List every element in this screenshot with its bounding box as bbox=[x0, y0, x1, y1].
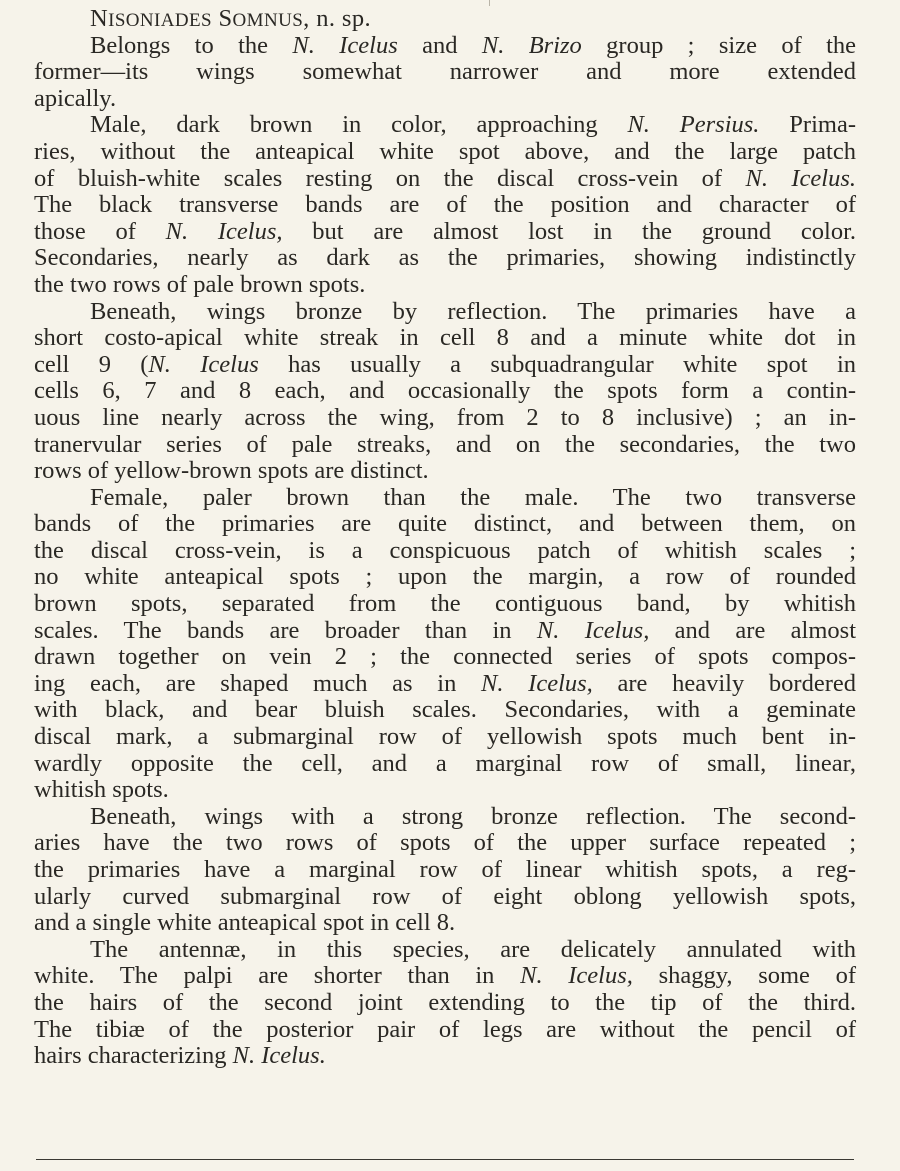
text-segment: Belongs to the bbox=[90, 31, 293, 59]
heading-initial-2: S bbox=[218, 5, 233, 32]
heading-suffix: , n. sp. bbox=[303, 5, 372, 32]
italic-species-name: N. Persius. bbox=[627, 111, 760, 139]
paragraph bbox=[34, 33, 856, 113]
text-segment: apically. bbox=[34, 84, 117, 112]
text-segment: aries have the two rows of spots of the upper surface repeated ; bbox=[34, 829, 856, 857]
heading-rest-2: OMNUS bbox=[232, 10, 304, 31]
paragraph bbox=[34, 485, 856, 804]
text-segment: and a single white anteapical spot in cell 8. bbox=[34, 909, 456, 937]
text-line bbox=[34, 432, 856, 459]
paragraph bbox=[34, 299, 856, 485]
text-line bbox=[34, 139, 856, 166]
text-line bbox=[34, 192, 856, 219]
text-segment: whitish spots. bbox=[34, 776, 169, 804]
text-line bbox=[34, 697, 856, 724]
text-line bbox=[34, 299, 856, 326]
text-line bbox=[34, 1017, 856, 1044]
text-line bbox=[34, 751, 856, 778]
text-line bbox=[34, 33, 856, 60]
text-segment: Male, dark brown in color, approaching bbox=[90, 111, 628, 139]
text-line bbox=[34, 777, 856, 804]
text-line bbox=[34, 485, 856, 512]
text-segment: bands of the primaries are quite distinct, and between them, on bbox=[34, 510, 856, 538]
paragraph bbox=[34, 804, 856, 937]
text-line bbox=[34, 245, 856, 272]
italic-species-name: N. Icelus, bbox=[165, 217, 283, 245]
text-segment: with black, and bear bluish scales. Secondaries, with a geminate bbox=[34, 696, 856, 724]
text-segment: Prima- bbox=[759, 111, 856, 139]
text-segment: no white anteapical spots ; upon the margin, a row of rounded bbox=[34, 563, 856, 591]
text-line bbox=[34, 219, 856, 246]
text-line bbox=[34, 724, 856, 751]
text-line bbox=[34, 86, 856, 113]
italic-species-name: N. Icelus. bbox=[745, 164, 856, 192]
text-line bbox=[34, 272, 856, 299]
text-line bbox=[34, 511, 856, 538]
heading-initial-1: N bbox=[90, 5, 109, 32]
text-segment: the hairs of the second joint extending to the tip of the third. bbox=[34, 988, 856, 1016]
text-line bbox=[34, 644, 856, 671]
text-segment: the primaries have a marginal row of linear whitish spots, a reg- bbox=[34, 856, 856, 883]
paragraph bbox=[34, 112, 856, 298]
footer-rule bbox=[36, 1159, 854, 1160]
text-line bbox=[34, 963, 856, 990]
text-line bbox=[34, 857, 856, 884]
text-segment: and are almost bbox=[649, 616, 857, 644]
italic-species-name: N. Icelus, bbox=[481, 669, 593, 697]
text-segment: but are almost lost in the ground color. bbox=[282, 217, 857, 245]
text-segment: drawn together on vein 2 ; the connected series of spots compos- bbox=[34, 643, 856, 671]
text-line bbox=[34, 112, 856, 139]
text-segment: shaggy, some of bbox=[632, 962, 857, 990]
text-line bbox=[34, 378, 856, 405]
text-line bbox=[34, 618, 856, 645]
text-line bbox=[34, 59, 856, 86]
text-segment: The tibiæ of the posterior pair of legs are without the pencil of bbox=[34, 1015, 856, 1043]
text-segment: ries, without the anteapical white spot above, and the large patch bbox=[34, 137, 856, 165]
text-segment: Beneath, wings bronze by reflection. The primaries have a bbox=[90, 297, 856, 325]
text-segment: and bbox=[397, 31, 482, 59]
text-line bbox=[34, 671, 856, 698]
text-line bbox=[34, 564, 856, 591]
italic-species-name: N. Brizo bbox=[481, 31, 582, 59]
text-line bbox=[34, 405, 856, 432]
text-line bbox=[34, 830, 856, 857]
text-line bbox=[34, 1043, 856, 1070]
text-line bbox=[34, 937, 856, 964]
italic-species-name: N. Icelus, bbox=[536, 616, 650, 644]
text-segment: The antennæ, in this species, are delicately annulated with bbox=[90, 935, 856, 963]
text-segment: tranervular series of pale streaks, and on the secondaries, the two bbox=[34, 430, 856, 458]
text-line bbox=[34, 884, 856, 911]
italic-species-name: N. Icelus. bbox=[232, 1042, 326, 1070]
italic-species-name: N. Icelus, bbox=[520, 962, 633, 990]
text-line bbox=[34, 910, 856, 937]
heading-rest-1: ISONIADES bbox=[108, 10, 212, 31]
text-segment: short costo-apical white streak in cell 8 and a minute white dot in bbox=[34, 324, 856, 352]
text-segment: of bluish-white scales resting on the discal cross-vein of bbox=[34, 164, 746, 192]
text-segment: ing each, are shaped much as in bbox=[34, 669, 482, 697]
text-line bbox=[34, 325, 856, 352]
body-text bbox=[34, 33, 856, 1070]
text-segment: those of bbox=[34, 217, 166, 245]
text-segment: cell 9 ( bbox=[34, 350, 149, 378]
text-segment: discal mark, a submarginal row of yellowish spots much bent in- bbox=[34, 723, 856, 751]
text-segment: uous line nearly across the wing, from 2 to 8 inclusive) ; an in- bbox=[34, 403, 856, 431]
text-segment: the two rows of pale brown spots. bbox=[34, 270, 366, 298]
text-line bbox=[34, 804, 856, 831]
text-line bbox=[34, 458, 856, 485]
text-line bbox=[34, 538, 856, 565]
text-segment: rows of yellow-brown spots are distinct. bbox=[34, 457, 429, 485]
italic-species-name: N. Icelus bbox=[292, 31, 398, 59]
text-segment: The black transverse bands are of the position and character of bbox=[34, 191, 856, 219]
species-heading bbox=[34, 6, 856, 33]
text-segment: group ; size of the bbox=[581, 31, 857, 59]
text-segment: the discal cross-vein, is a conspicuous patch of whitish scales ; bbox=[34, 536, 856, 564]
text-segment: Secondaries, nearly as dark as the primaries, showing indistinctly bbox=[34, 244, 856, 272]
text-line bbox=[34, 591, 856, 618]
text-line bbox=[34, 990, 856, 1017]
text-segment: Beneath, wings with a strong bronze reflection. The second- bbox=[90, 802, 856, 830]
text-segment: cells 6, 7 and 8 each, and occasionally the spots form a contin- bbox=[34, 377, 856, 405]
italic-species-name: N. Icelus bbox=[148, 350, 259, 378]
text-segment: has usually a subquadrangular white spot in bbox=[258, 350, 856, 378]
text-segment: former—its wings somewhat narrower and more extended bbox=[34, 58, 856, 86]
text-segment: scales. The bands are broader than in bbox=[34, 616, 537, 644]
text-segment: Female, paler brown than the male. The two transverse bbox=[90, 483, 856, 511]
text-segment: hairs characterizing bbox=[34, 1042, 233, 1070]
text-segment: wardly opposite the cell, and a marginal row of small, linear, bbox=[34, 749, 856, 777]
text-segment: white. The palpi are shorter than in bbox=[34, 962, 521, 990]
text-segment: ularly curved submarginal row of eight oblong yellowish spots, bbox=[34, 882, 856, 910]
text-segment: are heavily bordered bbox=[592, 669, 856, 697]
text-line bbox=[34, 166, 856, 193]
paragraph bbox=[34, 937, 856, 1070]
document-page bbox=[34, 6, 856, 1070]
text-segment: brown spots, separated from the contiguous band, by whitish bbox=[34, 590, 856, 618]
text-line bbox=[34, 352, 856, 379]
